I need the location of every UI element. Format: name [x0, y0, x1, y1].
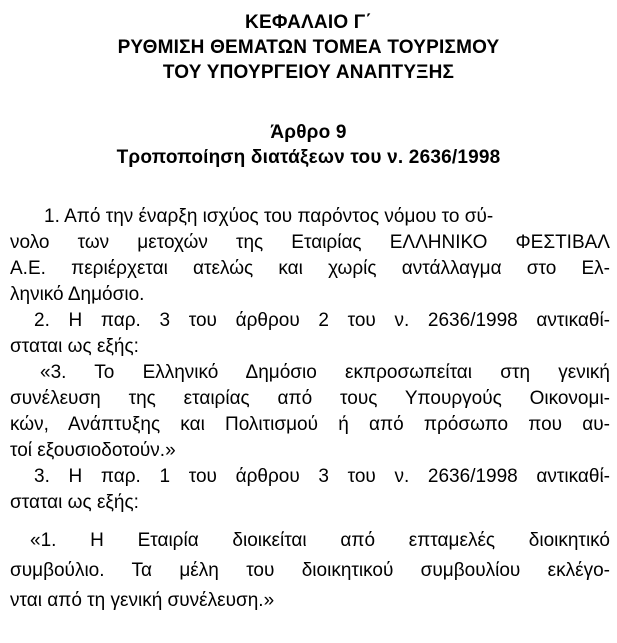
chapter-title-line-2: ΤΟΥ ΥΠΟΥΡΓΕΙΟΥ ΑΝΑΠΤΥΞΗΣ [162, 62, 455, 83]
body-line: τοί εξουσιοδοτούν.» [10, 440, 176, 461]
body-line: 3. Η παρ. 1 του άρθρου 3 του ν. 2636/1998 αντικαθί- [34, 466, 610, 487]
body-line: συμβούλιο. Τα μέλη του διοικητικού συμβουλίου εκλέγο- [10, 560, 610, 581]
body-line: σταται ως εξής: [10, 492, 139, 513]
body-line: κών, Ανάπτυξης και Πολιτισμού ή από πρόσωπο που αυ- [10, 414, 610, 435]
body-line: 1. Από την έναρξη ισχύος του παρόντος νόμου το σύ- [44, 206, 494, 227]
body-line: Α.Ε. περιέρχεται ατελώς και χωρίς αντάλλαγμα στο Ελ- [10, 258, 610, 279]
body-line: συνέλευση της εταιρίας από τους Υπουργούς Οικονομι- [10, 388, 610, 409]
body-line: ληνικό Δημόσιο. [10, 284, 145, 305]
chapter-heading: ΚΕΦΑΛΑΙΟ Γ΄ [245, 12, 372, 33]
body-line: νολο των μετοχών της Εταιρίας ΕΛΛΗΝΙΚΟ ΦΕΣΤΙΒΑΛ [10, 232, 610, 253]
body-line: «3. Το Ελληνικό Δημόσιο εκπροσωπείται στη γενική [40, 362, 610, 383]
body-line: σταται ως εξής: [10, 336, 139, 357]
body-line: 2. Η παρ. 3 του άρθρου 2 του ν. 2636/1998 αντικαθί- [34, 310, 610, 331]
body-line: «1. Η Εταιρία διοικείται από επταμελές διοικητικό [30, 530, 610, 551]
article-number: Άρθρο 9 [270, 122, 347, 143]
article-title: Τροποποίηση διατάξεων του ν. 2636/1998 [116, 147, 501, 168]
body-line: νται από τη γενική συνέλευση.» [10, 590, 275, 611]
chapter-title-line-1: ΡΥΘΜΙΣΗ ΘΕΜΑΤΩΝ ΤΟΜΕΑ ΤΟΥΡΙΣΜΟΥ [117, 37, 500, 58]
